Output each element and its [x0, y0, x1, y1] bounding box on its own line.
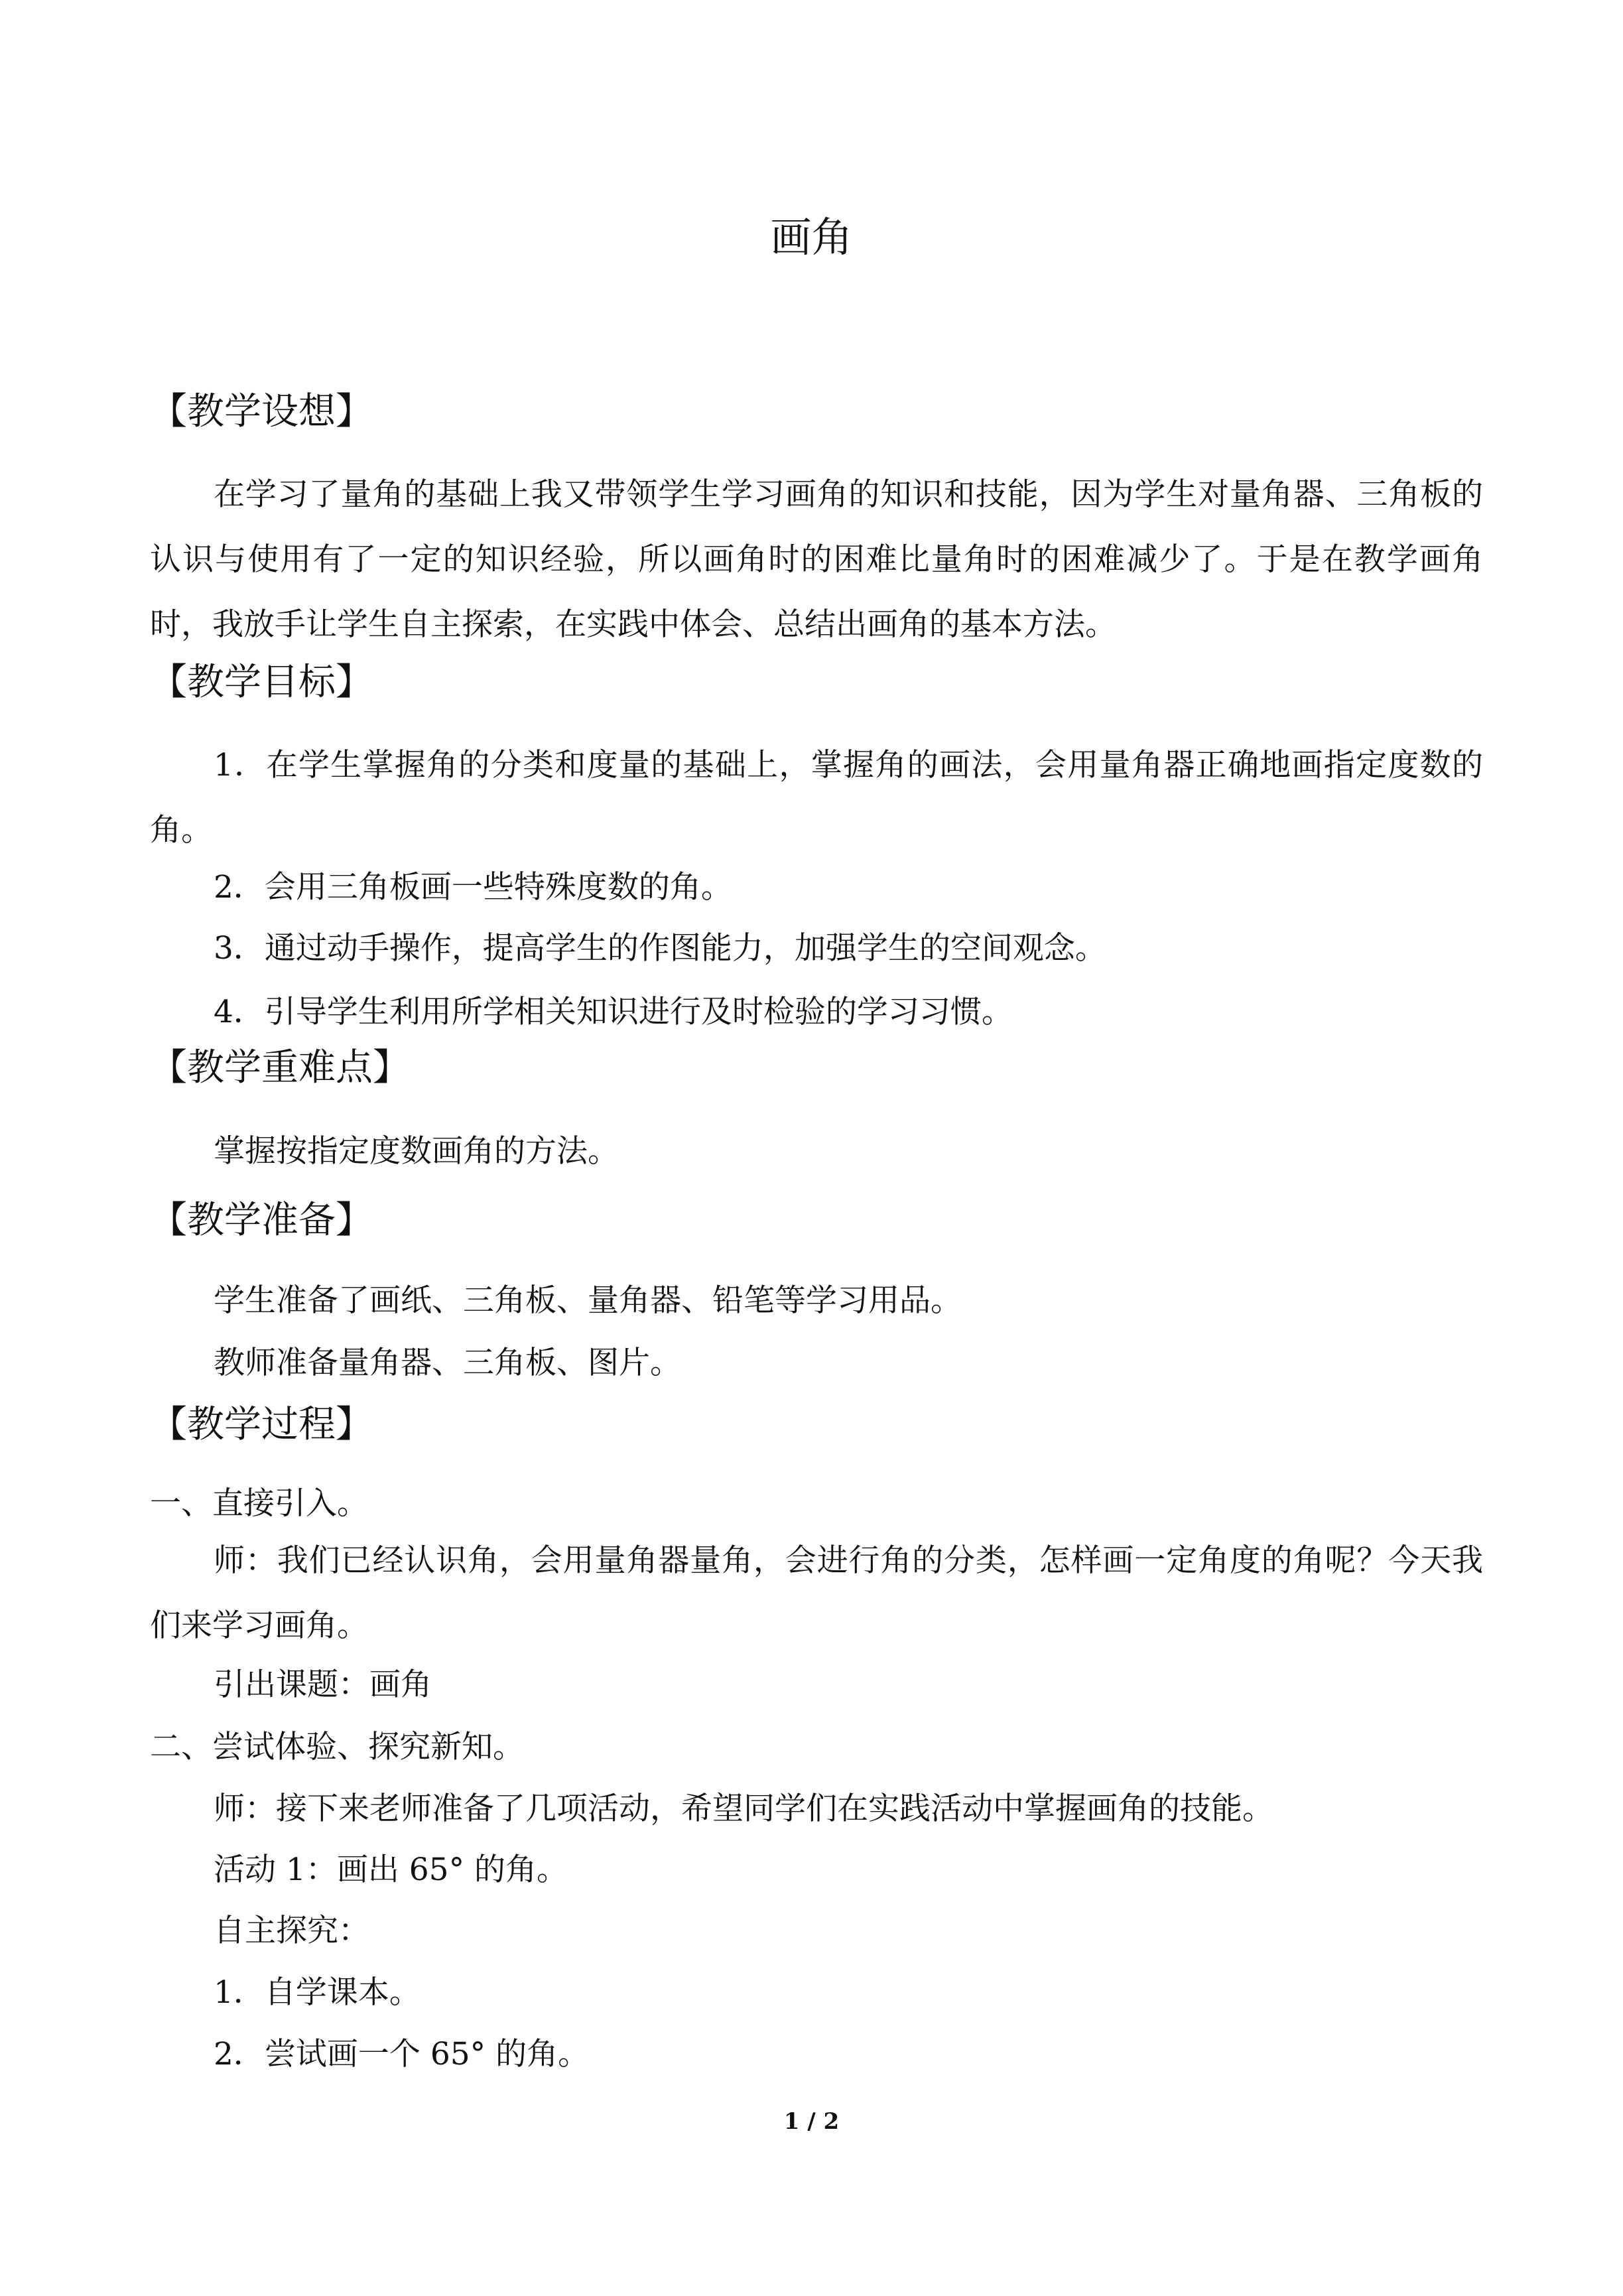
goal-item-3: 3．通过动手操作，提高学生的作图能力，加强学生的空间观念。 [214, 930, 1106, 967]
section-heading-preparation: 【教学准备】 [150, 1199, 373, 1242]
goal-item-1: 1．在学生掌握角的分类和度量的基础上，掌握角的画法，会用量角器正确地画指定度数的角。 [150, 747, 1483, 848]
document-title: 画角 [770, 213, 853, 261]
process-activity-1: 活动 1：画出 65° 的角。 [214, 1852, 568, 1888]
key-points-text: 掌握按指定度数画角的方法。 [214, 1133, 619, 1170]
process-self-explore: 自主探究： [214, 1913, 369, 1949]
preparation-line-1: 学生准备了画纸、三角板、量角器、铅笔等学习用品。 [214, 1282, 962, 1319]
process-teacher-line-2: 师：接下来老师准备了几项活动，希望同学们在实践活动中掌握画角的技能。 [214, 1790, 1273, 1827]
section-heading-process: 【教学过程】 [150, 1403, 373, 1446]
section-heading-idea: 【教学设想】 [150, 390, 373, 433]
process-topic: 引出课题：画角 [214, 1666, 432, 1703]
process-sub-item-1: 1．自学课本。 [214, 1974, 421, 2011]
page-number: 1 / 2 [783, 2108, 840, 2135]
goal-item-4: 4．引导学生利用所学相关知识进行及时检验的学习习惯。 [214, 994, 1013, 1030]
process-step-2: 二、尝试体验、探究新知。 [150, 1729, 524, 1765]
process-teacher-line-1: 师：我们已经认识角，会用量角器量角，会进行角的分类，怎样画一定角度的角呢？今天我们来学习画角。 [150, 1542, 1483, 1644]
paragraph-idea: 在学习了量角的基础上我又带领学生学习画角的知识和技能，因为学生对量角器、三角板的认识与使用有了一定的知识经验，所以画角时的困难比量角时的困难减少了。于是在教学画角时，我放手让学生自主探索，在实践中体会、总结出画角的基本方法。 [150, 476, 1483, 643]
process-sub-item-2: 2．尝试画一个 65° 的角。 [214, 2036, 590, 2072]
section-heading-key-points: 【教学重难点】 [150, 1046, 410, 1089]
goal-item-2: 2．会用三角板画一些特殊度数的角。 [214, 869, 732, 906]
section-heading-goals: 【教学目标】 [150, 661, 373, 704]
process-step-1: 一、直接引入。 [150, 1485, 368, 1522]
preparation-line-2: 教师准备量角器、三角板、图片。 [214, 1345, 681, 1381]
